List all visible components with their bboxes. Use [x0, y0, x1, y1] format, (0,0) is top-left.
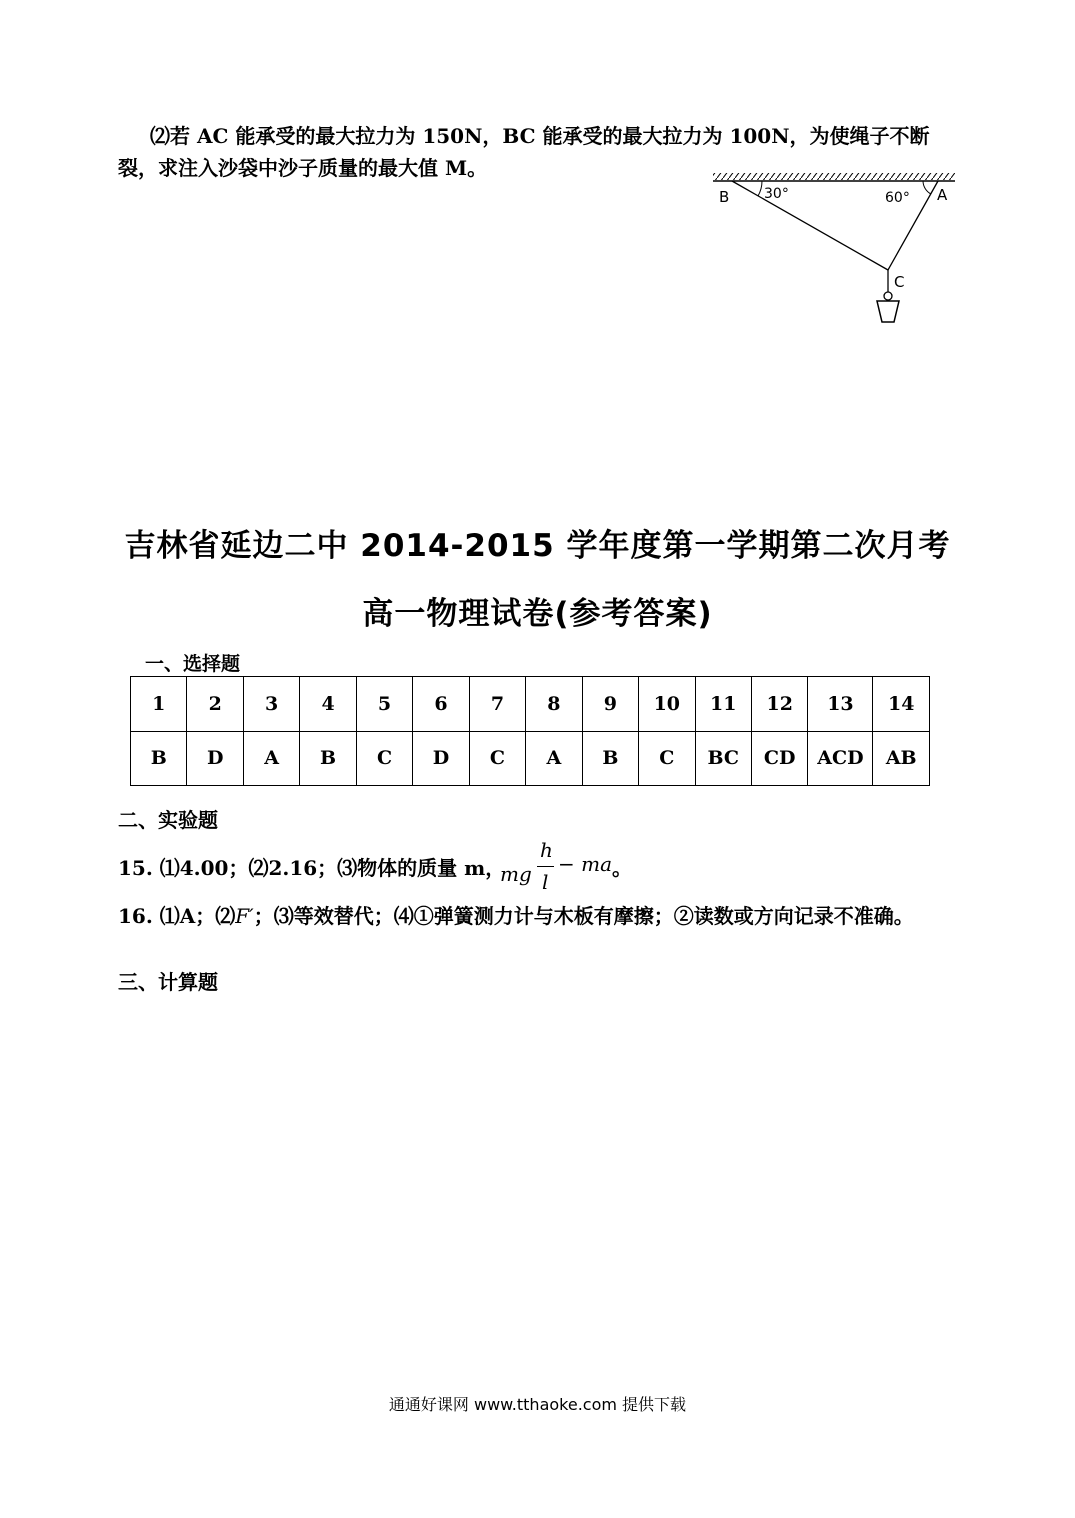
answer-key: D [413, 731, 469, 786]
answer-key: A [243, 731, 299, 786]
answer-key: C [469, 731, 525, 786]
q16-part2: ；⑶等效替代；⑷①弹簧测力计与木板有摩擦；②读数或方向记录不准确。 [253, 904, 914, 928]
force-diagram [705, 170, 965, 335]
problem-text: ⑵若 AC 能承受的最大拉力为 150N，BC 能承受的最大拉力为 100N，为使绳子不断裂，求注入沙袋中沙子质量的最大值 M。 [118, 124, 930, 180]
q16-symbol: F′ [235, 904, 254, 928]
question-number: 12 [751, 677, 807, 732]
sandbag [877, 301, 899, 322]
angle-arc-b [758, 181, 762, 196]
section2-heading: 二、实验题 [118, 808, 218, 832]
answer-q16 [118, 900, 963, 932]
hanger-hook [884, 292, 892, 300]
table-row-numbers [131, 677, 930, 732]
question-number: 14 [873, 677, 930, 732]
rope-bc [732, 181, 888, 270]
question-number: 13 [808, 677, 873, 732]
question-number: 1 [131, 677, 187, 732]
label-angle-b: 30° [764, 186, 789, 202]
answer-key: C [639, 731, 695, 786]
answer-key: A [526, 731, 582, 786]
answer-key: BC [695, 731, 751, 786]
answer-key: ACD [808, 731, 873, 786]
q16-part1: 16. ⑴A；⑵ [118, 904, 236, 928]
answer-table [130, 676, 930, 786]
answer-key: B [300, 731, 356, 786]
question-number: 4 [300, 677, 356, 732]
question-number: 9 [582, 677, 638, 732]
page-title-line2: 高一物理试卷(参考答案) [362, 596, 713, 632]
angle-arc-a [923, 181, 931, 194]
question-number: 5 [356, 677, 412, 732]
label-a: A [937, 186, 948, 204]
formula-denominator: l [542, 870, 549, 894]
question-number: 6 [413, 677, 469, 732]
ceiling-hatch [713, 173, 955, 180]
section3-heading: 三、计算题 [118, 970, 218, 994]
fraction-bar [537, 866, 554, 867]
formula-mg: mg [500, 862, 532, 886]
formula-period: 。 [612, 856, 632, 880]
answer-key: D [187, 731, 243, 786]
answer-key: B [131, 731, 187, 786]
question-number: 10 [639, 677, 695, 732]
question-number: 11 [695, 677, 751, 732]
answer-key: AB [873, 731, 930, 786]
section1-heading: 一、选择题 [145, 653, 241, 675]
question-number: 3 [243, 677, 299, 732]
label-c: C [894, 273, 905, 291]
formula-numerator: h [540, 838, 553, 862]
answer-key: C [356, 731, 412, 786]
footer-text: 通通好课网 www.tthaoke.com 提供下载 [388, 1395, 687, 1414]
answer-key: CD [751, 731, 807, 786]
answer-q15 [118, 852, 505, 881]
answer-key: B [582, 731, 638, 786]
question-number: 2 [187, 677, 243, 732]
formula-ma: − ma [558, 852, 613, 876]
label-angle-a: 60° [885, 190, 910, 206]
page-title-line1: 吉林省延边二中 2014-2015 学年度第一学期第二次月考 [124, 528, 951, 564]
question-number: 7 [469, 677, 525, 732]
q15-text: 15. ⑴4.00；⑵2.16；⑶物体的质量 m， [118, 856, 506, 880]
table-row-answers [131, 731, 930, 786]
question-number: 8 [526, 677, 582, 732]
label-b: B [719, 188, 730, 206]
